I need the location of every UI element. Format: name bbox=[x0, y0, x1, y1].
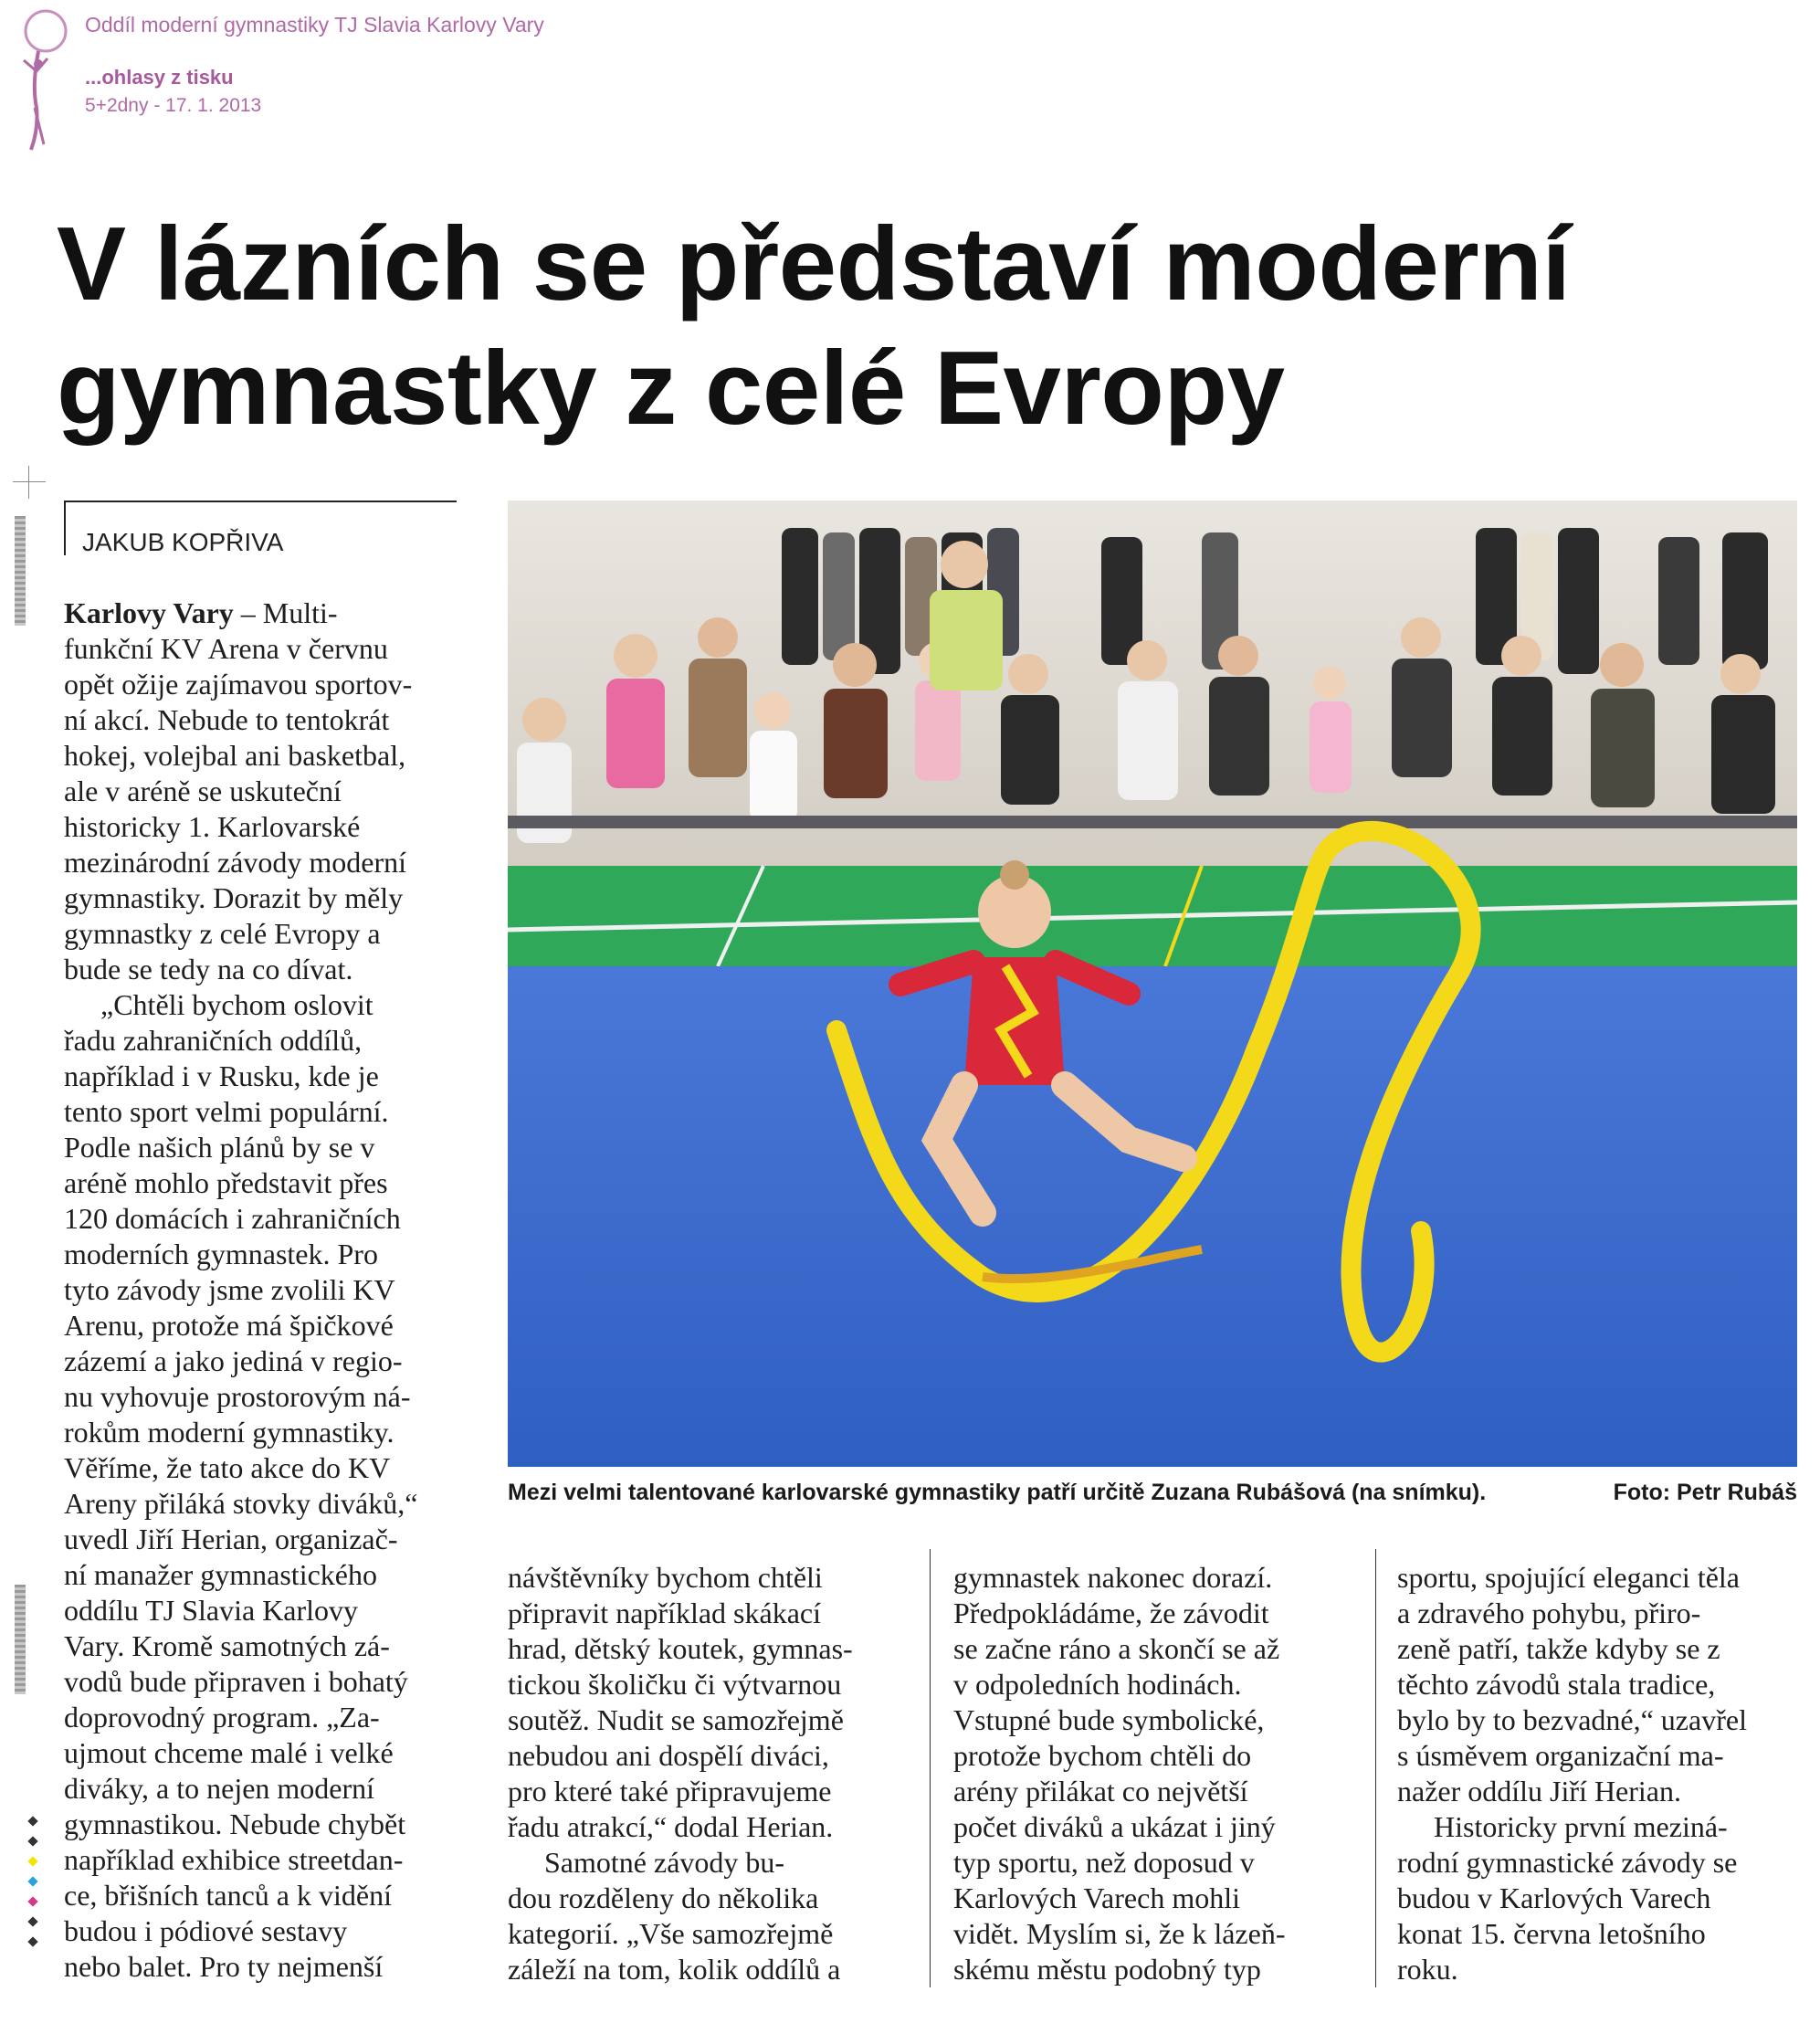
issue-date: 5+2dny - 17. 1. 2013 bbox=[85, 95, 262, 116]
column-divider bbox=[930, 1549, 931, 1987]
article-column-4 bbox=[1397, 1560, 1799, 1987]
article-column-2 bbox=[508, 1560, 910, 1987]
column-divider bbox=[1375, 1549, 1376, 1987]
lead-paragraph bbox=[64, 595, 457, 987]
headline-line-1: V lázních se představí moderní bbox=[57, 206, 1571, 322]
gymnast-logo-icon bbox=[11, 7, 75, 153]
gymnast-ribbon-photo-icon bbox=[508, 501, 1797, 1467]
byline: JAKUB KOPŘIVA bbox=[82, 528, 284, 556]
lead-text: – Multi- funkční KV Arena v červnu opět ožije zajímavou sportov- ní akcí. Nebude to tentokrát hokej, volejbal ani basketbal, ale v aréně se uskuteční historicky 1. Karlovarské mezinárodní závody moderní gymnastiky. Dorazit by měly gymnastky z celé Evropy a bude se tedy na co dívat. bbox=[64, 596, 413, 985]
caption-text: Mezi velmi talentované karlovarské gymnastiky patří určitě Zuzana Rubášová (na snímku). bbox=[508, 1480, 1487, 1505]
paragraph: „Chtěli bychom oslovit řadu zahraničních oddílů, například i v Rusku, kde je tento sport velmi populární. Podle našich plánů by se v aréně mohlo představit přes 120 domácích i zahraničních moderních gymnastek. Pro tyto závody jsme zvolili KV Arenu, protože má špičkové zázemí a jako jediná v regio- nu vyhovuje prostorovým ná- rokům moderní gymnastiky. Věříme, že tato akce do KV Areny přiláká stovky diváků,“ uvedl Jiří Herian, organizač- ní manažer gymnastického oddílu TJ Slavia Karlovy Vary. Kromě samotných zá- vodů bude připraven i bohatý doprovodný program. „Za- ujmout chceme malé i velké diváky, a to nejen moderní gymnastikou. Nebude chybět například exhibice streetdan- ce, břišních tanců a k vidění budou i pódiové sestavy nebo balet. Pro ty nejmenší bbox=[64, 988, 418, 1983]
article-column-1 bbox=[64, 595, 457, 1985]
paragraph: návštěvníky bychom chtěli připravit například skákací hrad, dětský koutek, gymnas- tickou školičku či výtvarnou soutěž. Nudit se samozřejmě nebudou ani dospělí diváci, pro které také připravujeme řadu atrakcí,“ dodal Herian. bbox=[508, 1561, 853, 1843]
article-column-3 bbox=[953, 1560, 1355, 1987]
scan-strip-top bbox=[15, 516, 26, 626]
article-photo bbox=[508, 501, 1797, 1467]
photo-credit: Foto: Petr Rubáš bbox=[1613, 1480, 1797, 1505]
color-registration-dots bbox=[29, 1818, 40, 1958]
headline-line-2: gymnastky z celé Evropy bbox=[57, 331, 1285, 447]
club-name: Oddíl moderní gymnastiky TJ Slavia Karlovy Vary bbox=[85, 13, 544, 37]
photo-caption bbox=[508, 1480, 1797, 1506]
scan-strip-bottom bbox=[15, 1585, 26, 1694]
paragraph: gymnastek nakonec dorazí. Předpokládáme, že závodit se začne ráno a skončí se až v odpoledních hodinách. Vstupné bude symbolické, protože bychom chtěli do arény přilákat co největší počet diváků a ukázat i jiný typ sportu, než doposud v Karlových Varech mohli vidět. Myslím si, že k lázeň- skému městu podobný typ bbox=[953, 1561, 1286, 1986]
paragraph: sportu, spojující eleganci těla a zdravého pohybu, přiro- zeně patří, takže kdyby se z těchto závodů stala tradice, bylo by to bezvadné,“ uzavřel s úsměvem organizační ma- nažer oddílu Jiří Herian. bbox=[1397, 1561, 1747, 1807]
crop-mark bbox=[13, 466, 46, 499]
paragraph: Samotné závody bu- dou rozděleny do několika kategorií. „Vše samozřejmě záleží na tom, kolik oddílů a bbox=[508, 1846, 841, 1986]
lead-city: Karlovy Vary bbox=[64, 596, 234, 629]
section-label: ...ohlasy z tisku bbox=[85, 66, 234, 89]
paragraph: Historicky první meziná- rodní gymnastické závody se budou v Karlových Varech konat 15. června letošního roku. bbox=[1397, 1810, 1738, 1986]
byline-tick bbox=[64, 501, 66, 555]
page-title bbox=[57, 203, 1810, 451]
byline-rule bbox=[64, 501, 457, 502]
